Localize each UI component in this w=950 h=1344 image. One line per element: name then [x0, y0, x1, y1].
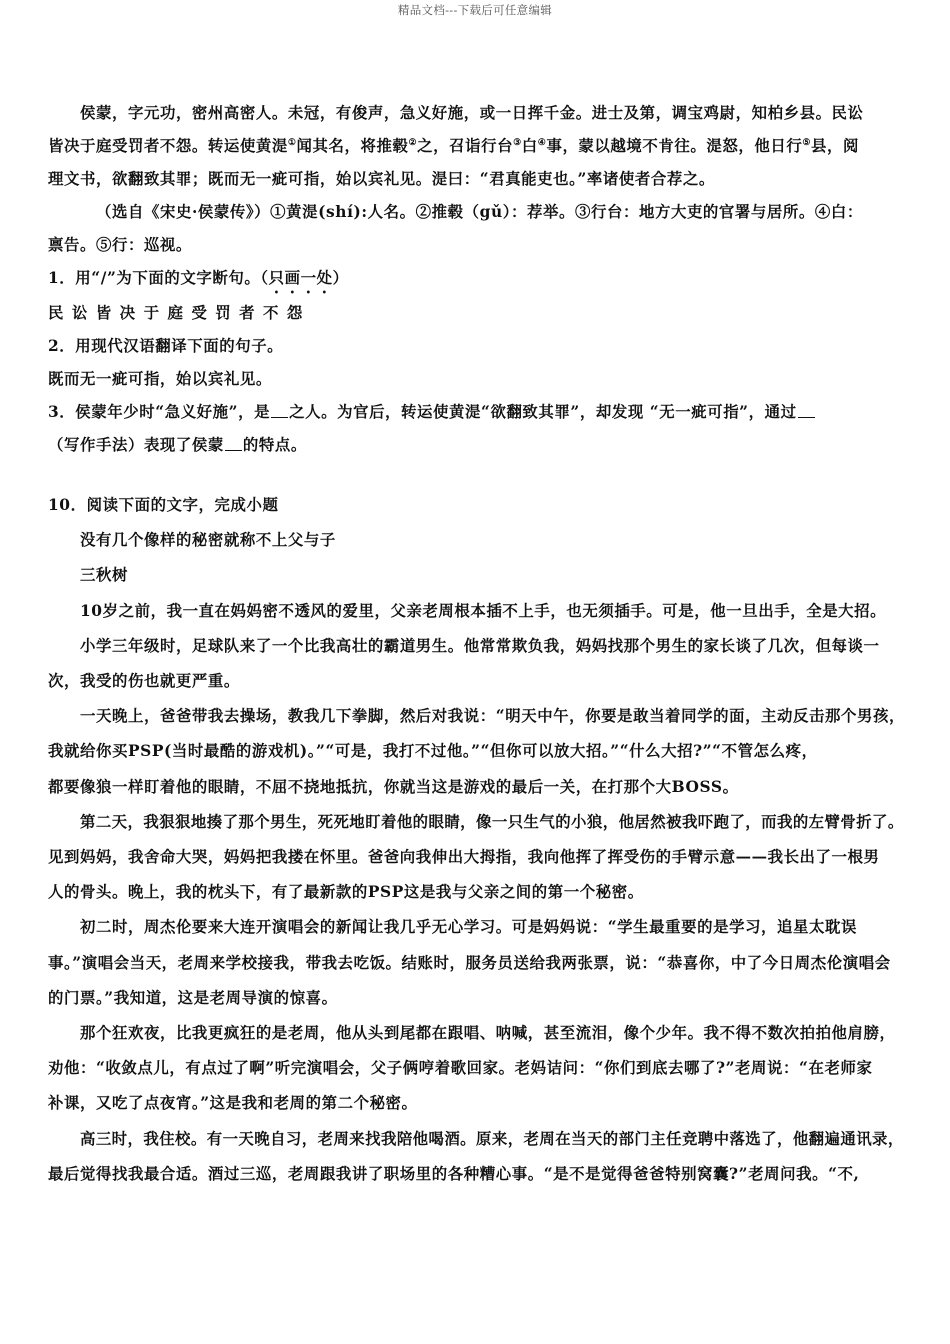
article-line: 最后觉得找我最合适。酒过三巡，老周跟我讲了职场里的各种糟心事。“是不是觉得爸爸特别窝囊?”老周问我。“不, — [48, 1164, 860, 1183]
article-line: 小学三年级时，足球队来了一个比我高壮的霸道男生。他常常欺负我，妈妈找那个男生的家长谈了几次，但每谈一 — [80, 636, 880, 655]
section-10 — [48, 488, 908, 1192]
page-header: 精品文档---下载后可任意编辑 — [397, 3, 553, 17]
passage-line: 侯蒙，字元功，密州高密人。未冠，有俊声，急义好施，或一日挥千金。进士及第，调宝鸡尉，知柏乡县。民讼 — [80, 104, 864, 122]
text-run: 白 — [521, 137, 538, 155]
footnote-marker: ③ — [513, 138, 522, 148]
article-line: 劝他：“收敛点儿，有点过了啊”听完演唱会，父子俩哼着歌回家。老妈诘问：“你们到底去哪了?”老周说：“在老师家 — [48, 1059, 873, 1078]
article-line: 初二时，周杰伦要来大连开演唱会的新闻让我几乎无心学习。可是妈妈说：“学生最重要的是学习，追星太耽误 — [80, 918, 858, 937]
answer-blank — [798, 403, 815, 418]
text-run: 县，阅 — [810, 137, 859, 155]
classical-passage — [48, 97, 908, 262]
article-line: 高三时，我住校。有一天晚自习，老周来找我陪他喝酒。原来，老周在当天的部门主任竞聘中落选了，他翻遍通讯录， — [80, 1129, 904, 1148]
article-line: 一天晚上，爸爸带我去操场，教我几下拳脚，然后对我说：“明天中午，你要是敢当着同学的面，主动反击那个男孩， — [80, 707, 905, 726]
answer-blank — [225, 436, 242, 451]
document-body — [48, 97, 908, 1192]
passage-notes: 禀告。⑤行：巡视。 — [48, 236, 192, 254]
passage-line — [48, 130, 908, 163]
passage-line: 理文书，欲翻致其罪；既而无一疵可指，始以宾礼见。湜曰：“君真能吏也。”率诸使者合荐之。 — [48, 170, 715, 188]
section-heading: 10．阅读下面的文字，完成小题 — [48, 496, 279, 514]
text-run: （写作手法）表现了侯蒙 — [48, 436, 224, 454]
article-line: 都要像狼一样盯着他的眼睛，不屈不挠地抵抗，你就当这是游戏的最后一关，在打那个大BOSS。 — [48, 777, 739, 796]
text-run: 之，召诣行台 — [417, 137, 514, 155]
text-run: 3．侯蒙年少时“急义好施”，是 — [48, 403, 271, 421]
article-title: 没有几个像样的秘密就称不上父与子 — [80, 531, 336, 550]
footnote-marker: ④ — [537, 138, 547, 148]
question-3-cont — [48, 429, 908, 462]
article-line: 事。”演唱会当天，老周来学校接我，带我去吃饭。结账时，服务员送给我两张票，说：“恭喜你，中了今日周杰伦演唱会 — [48, 953, 891, 972]
footnote-marker: ① — [287, 138, 297, 148]
article-line: 人的骨头。晚上，我的枕头下，有了最新款的PSP这是我与父亲之间的第一个秘密。 — [48, 883, 644, 902]
question-2: 2．用现代汉语翻译下面的句子。 — [48, 337, 284, 355]
passage-notes: （选自《宋史·侯蒙传》）①黄湜(shí):人名。②推毂（gǔ）：荐举。③行台：地方大吏的官署与居所。④白： — [96, 203, 863, 221]
question-2-text: 既而无一疵可指，始以宾礼见。 — [48, 370, 272, 388]
emphasis-text: 只画一处 — [268, 269, 333, 287]
article-line: 我就给你买PSP(当时最酷的游戏机)。”“可是，我打不过他。”“但你可以放大招。”“什么大招?”“不管怎么疼， — [48, 742, 818, 761]
text-run: 1．用“/”为下面的文字断句。（ — [48, 269, 269, 287]
article-line: 的门票。”我知道，这是老周导演的惊喜。 — [48, 988, 338, 1007]
text-run: 闻其名，将推毂 — [296, 137, 409, 155]
article-author: 三秋树 — [80, 566, 128, 585]
answer-blank — [271, 403, 288, 418]
article-line: 次，我受的伤也就更严重。 — [48, 672, 240, 691]
footnote-marker: ⑤ — [802, 138, 811, 148]
footnote-marker: ② — [408, 138, 418, 148]
text-run: 的特点。 — [242, 436, 307, 454]
article-line: 10岁之前，我一直在妈妈密不透风的爱里，父亲老周根本插不上手，也无须插手。可是，他一旦出手，全是大招。 — [80, 601, 887, 620]
spacer — [48, 462, 908, 488]
question-1-text: 民讼皆决于庭受罚者不怨 — [48, 304, 311, 322]
question-1 — [48, 262, 908, 297]
text-run: 皆决于庭受罚者不怨。转运使黄湜 — [48, 137, 288, 155]
question-3 — [48, 396, 908, 429]
article-line: 那个狂欢夜，比我更疯狂的是老周，他从头到尾都在跟唱、呐喊，甚至流泪，像个少年。我不得不数次拍拍他肩膀， — [80, 1024, 896, 1043]
article-line: 补课，又吃了点夜宵。”这是我和老周的第二个秘密。 — [48, 1094, 418, 1113]
text-run: ） — [332, 269, 349, 287]
text-run: 之人。为官后，转运使黄湜“欲翻致其罪”，却发现 “无一疵可指”，通过 — [289, 403, 797, 421]
questions — [48, 262, 908, 462]
article-line: 第二天，我狠狠地揍了那个男生，死死地盯着他的眼睛，像一只生气的小狼，他居然被我吓跑了，而我的左臂骨折了。 — [80, 812, 904, 831]
text-run: 事，蒙以越境不肯往。湜怒，他日行 — [546, 137, 803, 155]
article-line: 见到妈妈，我舍命大哭，妈妈把我搂在怀里。爸爸向我伸出大拇指，我向他挥了挥受伤的手臂示意——我长出了一根男 — [48, 848, 880, 867]
